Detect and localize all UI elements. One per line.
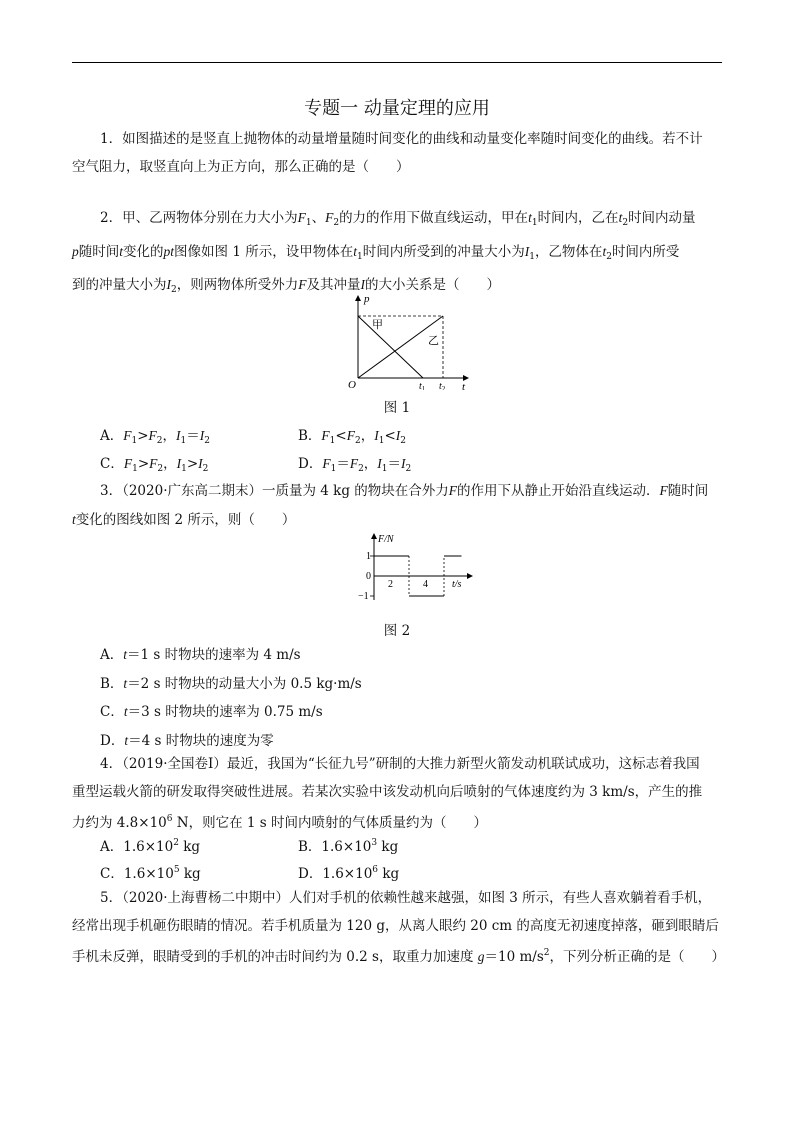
fig2-ytick-1: 1 (366, 551, 371, 562)
question-4 (72, 751, 722, 838)
fig1-t2-label: $t_2$ (439, 381, 446, 390)
q2-option-d[interactable]: D．$F_1=F_2$，$I_1=I_2$ (298, 456, 412, 474)
q2-option-a[interactable]: A．$F_1>F_2$，$I_1=I_2$ (100, 428, 210, 446)
q3-options (72, 641, 722, 755)
q3-line-2: t变化的图线如图 2 所示，则（ ） (72, 511, 296, 528)
q4-line-3: 力约为 $4.8\times 10^6$ N，则它在 1 s 时间内喷射的气体质量约为（ ） (72, 814, 487, 831)
fig2-xtick-2: 2 (388, 579, 393, 590)
figure-1-caption: 图 1 (383, 400, 411, 416)
q5-line-2: 经常出现手机砸伤眼睛的情况。若手机质量为 120 g，从离人眼约 20 cm 的高度无初速度掉落，砸到眼睛后 (72, 917, 719, 934)
q4-option-a[interactable]: A．$1.6\times 10^2$ kg (100, 838, 201, 855)
q2-line-1: 2．甲、乙两物体分别在力大小为$F_1$、$F_2$的力的作用下做直线运动，甲在$t_1$时间内，乙在$t_2$时间内动量 (100, 210, 696, 228)
q4-line-2: 重型运载火箭的研发取得突破性进展。若某次实验中该发动机向后喷射的气体速度约为 3 km/s，产生的推 (72, 783, 703, 800)
q2-line-3: 到的冲量大小为$I_2$，则两物体所受外力F及其冲量I的大小关系是（ ） (72, 277, 500, 295)
fig2-ytick-neg1: −1 (358, 591, 369, 602)
figure-1-graph (340, 290, 480, 390)
q4-option-d[interactable]: D．$1.6\times 10^6$ kg (298, 865, 400, 882)
q5-line-3: 手机未反弹，眼睛受到的手机的冲击时间约为 0.2 s，取重力加速度 g＝10 $m/s^2$，下列分析正确的是（ ） (72, 948, 726, 965)
q3-option-a[interactable]: A．t＝1 s 时物块的速率为 4 m/s (100, 647, 301, 663)
fig2-ytick-0: 0 (366, 571, 371, 582)
fig2-xlabel: t/s (452, 579, 462, 590)
figure-2-caption: 图 2 (383, 623, 411, 639)
fig1-xlabel: t (462, 381, 466, 390)
fig1-label-yi: 乙 (428, 335, 439, 347)
q2-line-2: p随时间t变化的pt图像如图 1 所示，设甲物体在$t_1$时间内所受到的冲量大小为$I_1$，乙物体在$t_2$时间内所受 (72, 243, 680, 262)
question-1 (72, 126, 722, 181)
q4-line-1: 4．（2019·全国卷Ⅰ）最近，我国为“长征九号”研制的大推力新型火箭发动机联试成功，这标志着我国 (100, 756, 700, 772)
q3-line-1: 3．（2020·广东高二期末）一质量为 4 kg 的物块在合外力F的作用下从静止开始沿直线运动．F随时间 (100, 483, 709, 499)
q3-option-b[interactable]: B．t＝2 s 时物块的动量大小为 0.5 kg·m/s (100, 675, 362, 692)
page-title: 专题一 动量定理的应用 (304, 98, 490, 119)
q3-option-d[interactable]: D．t＝4 s 时物块的速度为零 (100, 732, 274, 749)
fig1-ylabel: p (364, 293, 370, 305)
fig1-origin: O (348, 379, 356, 390)
fig1-line-jia (358, 316, 423, 378)
fig2-ylabel: F/N (378, 534, 394, 545)
q4-option-b[interactable]: B．$1.6\times 10^3$ kg (298, 838, 399, 855)
q3-option-c[interactable]: C．t＝3 s 时物块的速率为 0.75 m/s (100, 704, 323, 720)
fig2-xtick-4: 4 (423, 579, 428, 590)
q2-option-c[interactable]: C．$F_1>F_2$，$I_1>I_2$ (100, 456, 209, 474)
q1-line-2: 空气阻力，取竖直向上为正方向，那么正确的是（ ） (72, 158, 410, 175)
q1-line-1: 1．如图描述的是竖直上抛物体的动量增量随时间变化的曲线和动量变化率随时间变化的曲线。若不计 (100, 131, 703, 147)
fig1-line-yi (358, 316, 443, 378)
header-rule (72, 62, 722, 63)
q4-option-c[interactable]: C．$1.6\times 10^5$ kg (100, 865, 201, 882)
question-5 (72, 885, 726, 972)
figure-2-graph (340, 530, 480, 606)
q5-line-1: 5．（2020·上海曹杨二中期中）人们对手机的依赖性越来越强，如图 3 所示，有些人喜欢躺着看手机， (100, 890, 712, 906)
fig1-label-jia: 甲 (372, 319, 383, 331)
question-3 (72, 477, 722, 534)
q2-option-b[interactable]: B．$F_1<F_2$，$I_1<I_2$ (298, 428, 406, 446)
fig1-t1-label: $t_1$ (419, 381, 426, 390)
